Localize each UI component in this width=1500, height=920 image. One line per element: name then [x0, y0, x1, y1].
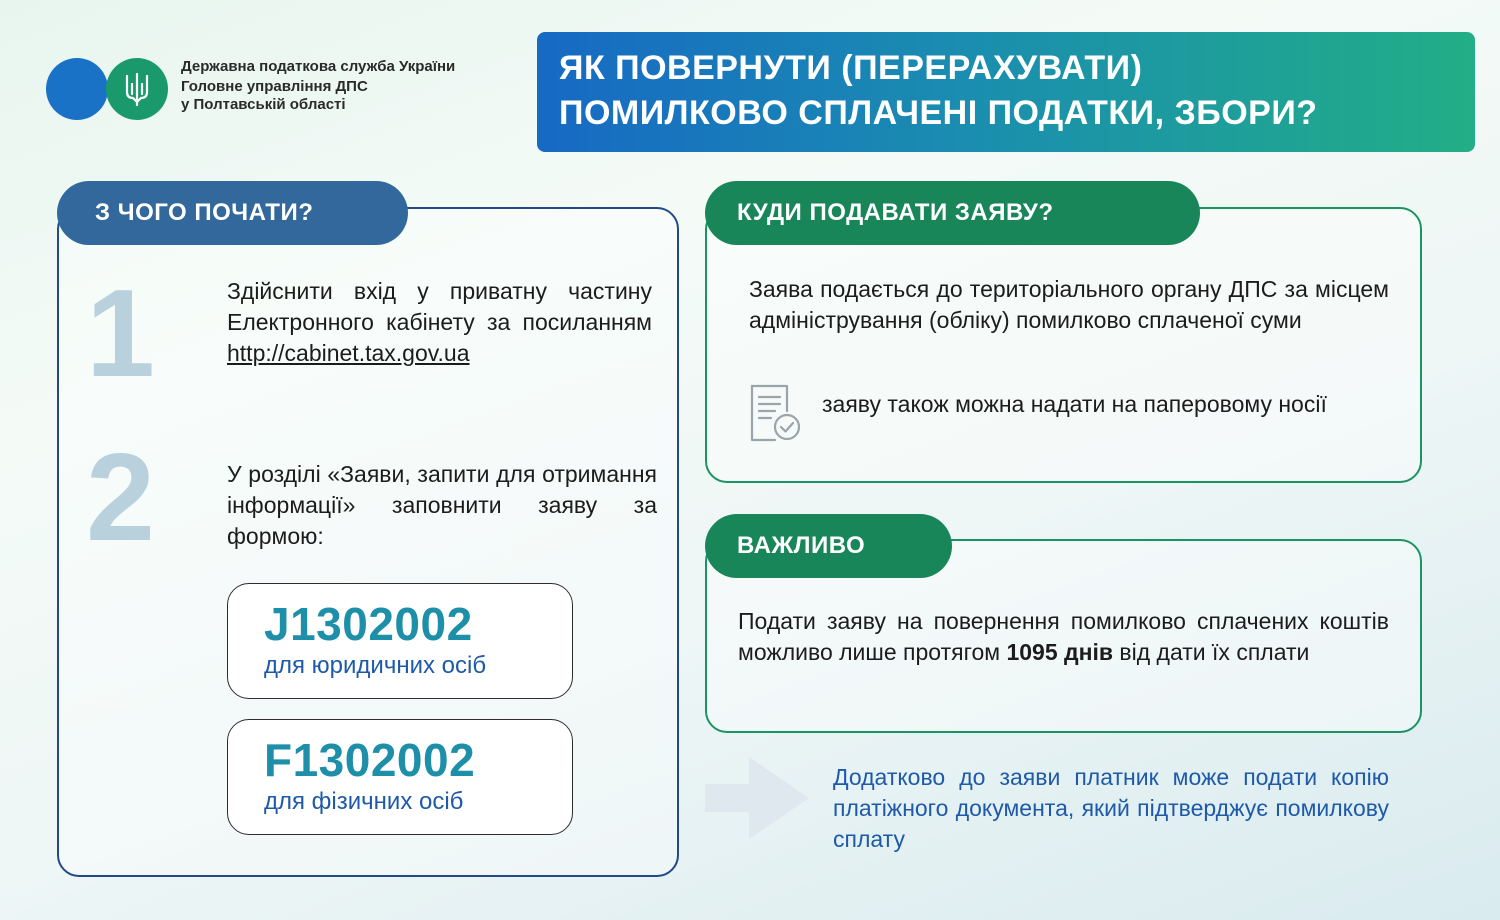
step-2-number: 2 [86, 429, 155, 567]
step-1-number: 1 [86, 265, 155, 403]
org-line-3: у Полтавській області [181, 96, 346, 113]
step-2-text: У розділі «Заяви, запити для отримання інформації» заповнити заяву за формою: [227, 461, 657, 549]
where-text: Заява подається до територіального органу ДПС за місцем адміністрування (обліку) помилково сплаченої суми [749, 276, 1389, 333]
form-label: для юридичних осіб [264, 652, 487, 679]
form-label: для фізичних осіб [264, 788, 464, 815]
title-line-2: ПОМИЛКОВО СПЛАЧЕНІ ПОДАТКИ, ЗБОРИ? [559, 94, 1318, 132]
paper-submission-text: заяву також можна надати на паперовому носії [822, 391, 1327, 417]
form-code-box-individual [227, 719, 573, 835]
important-text [738, 606, 1389, 668]
important-text-end: від дати їх сплати [1113, 639, 1310, 665]
logo-circle-green [106, 58, 168, 120]
logo-circle-blue [46, 58, 108, 120]
title-line-1: ЯК ПОВЕРНУТИ (ПЕРЕРАХУВАТИ) [559, 49, 1143, 87]
form-code: F1302002 [264, 734, 476, 786]
step-1-description: Здійснити вхід у приватну частину Електронного кабінету за посиланням [227, 278, 652, 335]
organization-name [181, 57, 455, 115]
important-text-start: Подати заяву на повернення помилково сплачених коштів можливо лише протягом [738, 608, 1389, 665]
org-line-2: Головне управління ДПС [181, 78, 368, 95]
deadline-days: 1095 днів [1006, 639, 1114, 665]
form-code-box-legal [227, 583, 573, 699]
document-check-icon [749, 383, 803, 448]
start-heading: З ЧОГО ПОЧАТИ? [57, 181, 408, 245]
arrow-right-icon [705, 757, 809, 844]
extra-note: Додатково до заяви платник може подати копію платіжного документа, який підтверджує помилкову сплату [833, 764, 1389, 852]
form-code: J1302002 [264, 598, 473, 650]
where-heading: КУДИ ПОДАВАТИ ЗАЯВУ? [705, 181, 1200, 245]
title-banner [537, 32, 1475, 152]
step-1-text [227, 276, 652, 369]
cabinet-link[interactable]: http://cabinet.tax.gov.ua [227, 340, 470, 366]
org-line-1: Державна податкова служба України [181, 58, 456, 75]
trident-icon [124, 72, 150, 106]
where-card [705, 207, 1422, 483]
important-heading: ВАЖЛИВО [705, 514, 952, 578]
